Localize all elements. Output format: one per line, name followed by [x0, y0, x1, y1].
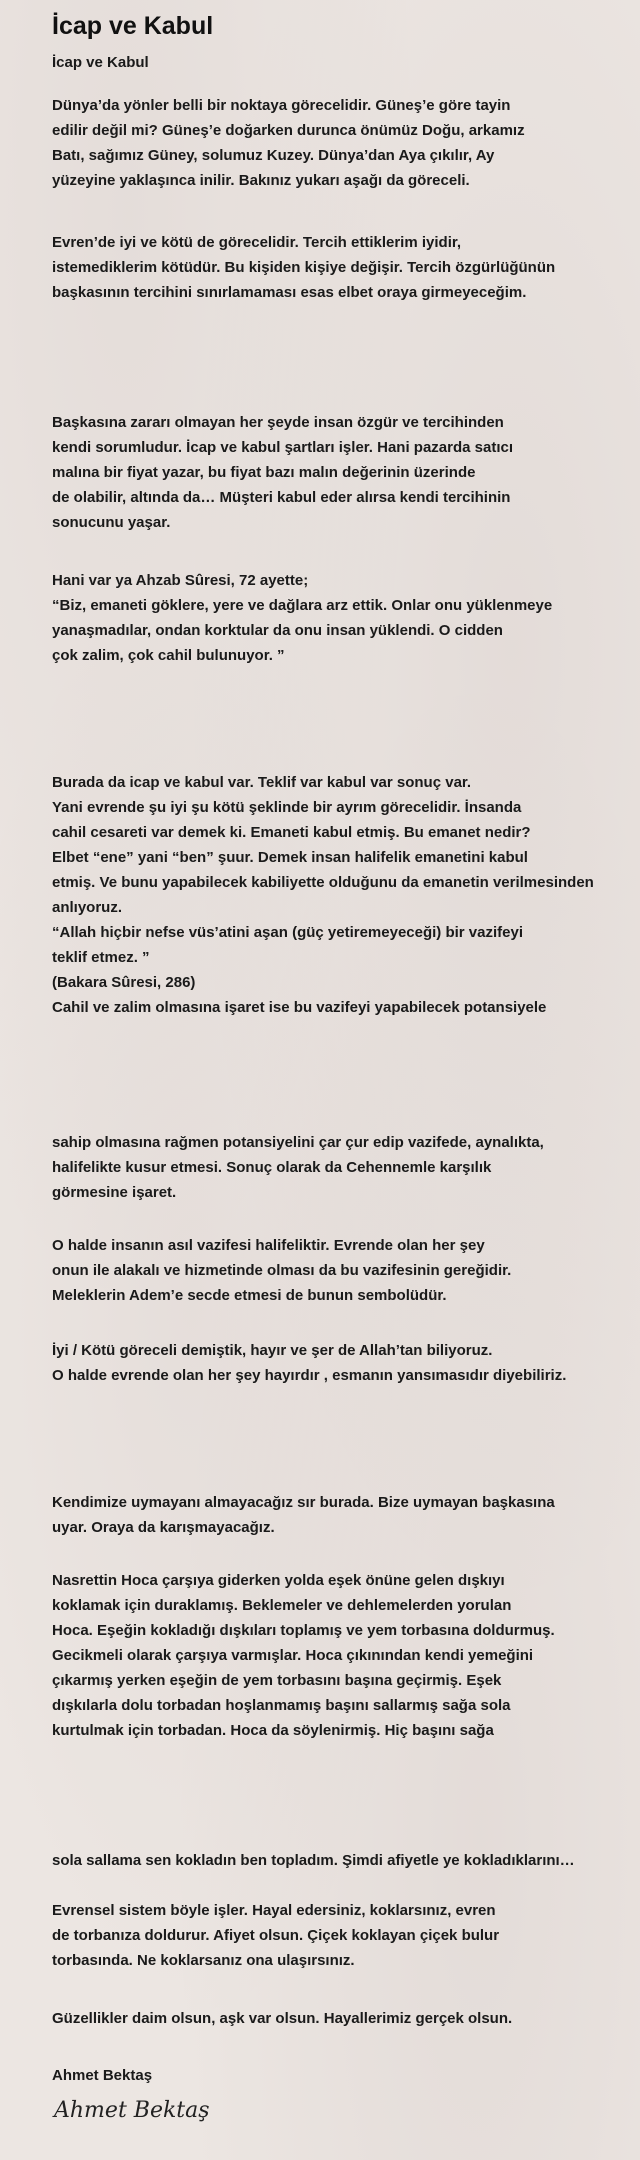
paragraph — [52, 93, 638, 193]
text-line: cahil cesareti var demek ki. Emaneti kabul etmiş. Bu emanet nedir? — [52, 824, 531, 841]
author-name: Ahmet Bektaş — [52, 2067, 153, 2084]
text-line: görmesine işaret. — [52, 1184, 177, 1201]
text-line: anlıyoruz. — [52, 899, 123, 916]
paragraph — [52, 770, 638, 1020]
text-line: O halde insanın asıl vazifesi halifeliktir. Evrende olan her şey — [52, 1237, 485, 1254]
text-line: Güzellikler daim olsun, aşk var olsun. Hayallerimiz gerçek olsun. — [52, 2010, 513, 2027]
text-line: Dünya’da yönler belli bir noktaya görecelidir. Güneş’e göre tayin — [52, 97, 511, 114]
text-line: Elbet “ene” yani “ben” şuur. Demek insan halifelik emanetini kabul — [52, 849, 528, 866]
text-line: kendi sorumludur. İcap ve kabul şartları işler. Hani pazarda satıcı — [52, 439, 514, 456]
text-line: de olabilir, altında da… Müşteri kabul eder alırsa kendi tercihinin — [52, 489, 511, 506]
text-line: Cahil ve zalim olmasına işaret ise bu vazifeyi yapabilecek potansiyele — [52, 999, 547, 1016]
text-line: teklif etmez. ” — [52, 949, 150, 966]
author-signature: Ahmet Bektaş — [54, 2098, 210, 2123]
text-line: Meleklerin Adem’e secde etmesi de bunun sembolüdür. — [52, 1287, 447, 1304]
poem-subtitle: İcap ve Kabul — [52, 54, 149, 71]
text-line: Yani evrende şu iyi şu kötü şeklinde bir ayrım görecelidir. İnsanda — [52, 799, 522, 816]
text-line: İyi / Kötü göreceli demiştik, hayır ve şer de Allah’tan biliyoruz. — [52, 1342, 493, 1359]
text-line: torbasında. Ne koklarsanız ona ulaşırsınız. — [52, 1952, 355, 1969]
paragraph — [52, 410, 638, 535]
text-line: istemediklerim kötüdür. Bu kişiden kişiye değişir. Tercih özgürlüğünün — [52, 259, 556, 276]
text-line: malına bir fiyat yazar, bu fiyat bazı malın değerinin üzerinde — [52, 464, 476, 481]
paragraph — [52, 2006, 638, 2031]
text-line: de torbanıza doldurur. Afiyet olsun. Çiçek koklayan çiçek bulur — [52, 1927, 500, 1944]
text-line: (Bakara Sûresi, 286) — [52, 974, 196, 991]
text-line: Nasrettin Hoca çarşıya giderken yolda eşek önüne gelen dışkıyı — [52, 1572, 505, 1589]
text-line: “Biz, emaneti göklere, yere ve dağlara arz ettik. Onlar onu yüklenmeye — [52, 597, 553, 614]
paragraph — [52, 1490, 638, 1540]
text-line: yüzeyine yaklaşınca inilir. Bakınız yukarı aşağı da göreceli. — [52, 172, 470, 189]
text-line: dışkılarla dolu torbadan hoşlanmamış başını sallarmış sağa sola — [52, 1697, 511, 1714]
paragraph — [52, 1568, 638, 1743]
text-line: Hoca. Eşeğin kokladığı dışkıları toplamış ve yem torbasına doldurmuş. — [52, 1622, 555, 1639]
poem-title: İcap ve Kabul — [52, 12, 214, 40]
paragraph — [52, 1848, 638, 1873]
text-line: edilir değil mi? Güneş’e doğarken durunca önümüz Doğu, arkamız — [52, 122, 525, 139]
text-line: “Allah hiçbir nefse vüs’atini aşan (güç yetiremeyeceği) bir vazifeyi — [52, 924, 524, 941]
text-line: Evrensel sistem böyle işler. Hayal edersiniz, koklarsınız, evren — [52, 1902, 496, 1919]
text-line: çıkarmış yerken eşeğin de yem torbasını başına geçirmiş. Eşek — [52, 1672, 502, 1689]
text-line: Burada da icap ve kabul var. Teklif var kabul var sonuç var. — [52, 774, 472, 791]
paragraph — [52, 1233, 638, 1308]
text-line: Batı, sağımız Güney, solumuz Kuzey. Dünya’dan Aya çıkılır, Ay — [52, 147, 495, 164]
paragraph — [52, 230, 638, 305]
text-line: Hani var ya Ahzab Sûresi, 72 ayette; — [52, 572, 309, 589]
text-line: sahip olmasına rağmen potansiyelini çar çur edip vazifede, aynalıkta, — [52, 1134, 544, 1151]
text-line: başkasının tercihini sınırlamaması esas elbet oraya girmeyeceğim. — [52, 284, 527, 301]
text-line: onun ile alakalı ve hizmetinde olması da bu vazifesinin gereğidir. — [52, 1262, 512, 1279]
text-line: Kendimize uymayanı almayacağız sır burada. Bize uymayan başkasına — [52, 1494, 555, 1511]
text-line: etmiş. Ve bunu yapabilecek kabiliyette olduğunu da emanetin verilmesinden — [52, 874, 594, 891]
paragraph — [52, 1898, 638, 1973]
text-line: O halde evrende olan her şey hayırdır , esmanın yansımasıdır diyebiliriz. — [52, 1367, 567, 1384]
paragraph — [52, 1130, 638, 1205]
paragraph — [52, 568, 638, 668]
paragraph — [52, 1338, 638, 1388]
text-line: Evren’de iyi ve kötü de görecelidir. Tercih ettiklerim iyidir, — [52, 234, 462, 251]
text-line: koklamak için duraklamış. Beklemeler ve dehlemelerden yorulan — [52, 1597, 512, 1614]
text-line: sonucunu yaşar. — [52, 514, 171, 531]
text-line: sola sallama sen kokladın ben topladım. Şimdi afiyetle ye kokladıklarını… — [52, 1852, 575, 1869]
text-line: yanaşmadılar, ondan korktular da onu insan yüklendi. O cidden — [52, 622, 503, 639]
text-line: uyar. Oraya da karışmayacağız. — [52, 1519, 275, 1536]
text-line: kurtulmak için torbadan. Hoca da söylenirmiş. Hiç başını sağa — [52, 1722, 494, 1739]
text-line: çok zalim, çok cahil bulunuyor. ” — [52, 647, 285, 664]
text-line: Gecikmeli olarak çarşıya varmışlar. Hoca çıkınından kendi yemeğini — [52, 1647, 534, 1664]
text-line: halifelikte kusur etmesi. Sonuç olarak da Cehennemle karşılık — [52, 1159, 492, 1176]
text-line: Başkasına zararı olmayan her şeyde insan özgür ve tercihinden — [52, 414, 504, 431]
